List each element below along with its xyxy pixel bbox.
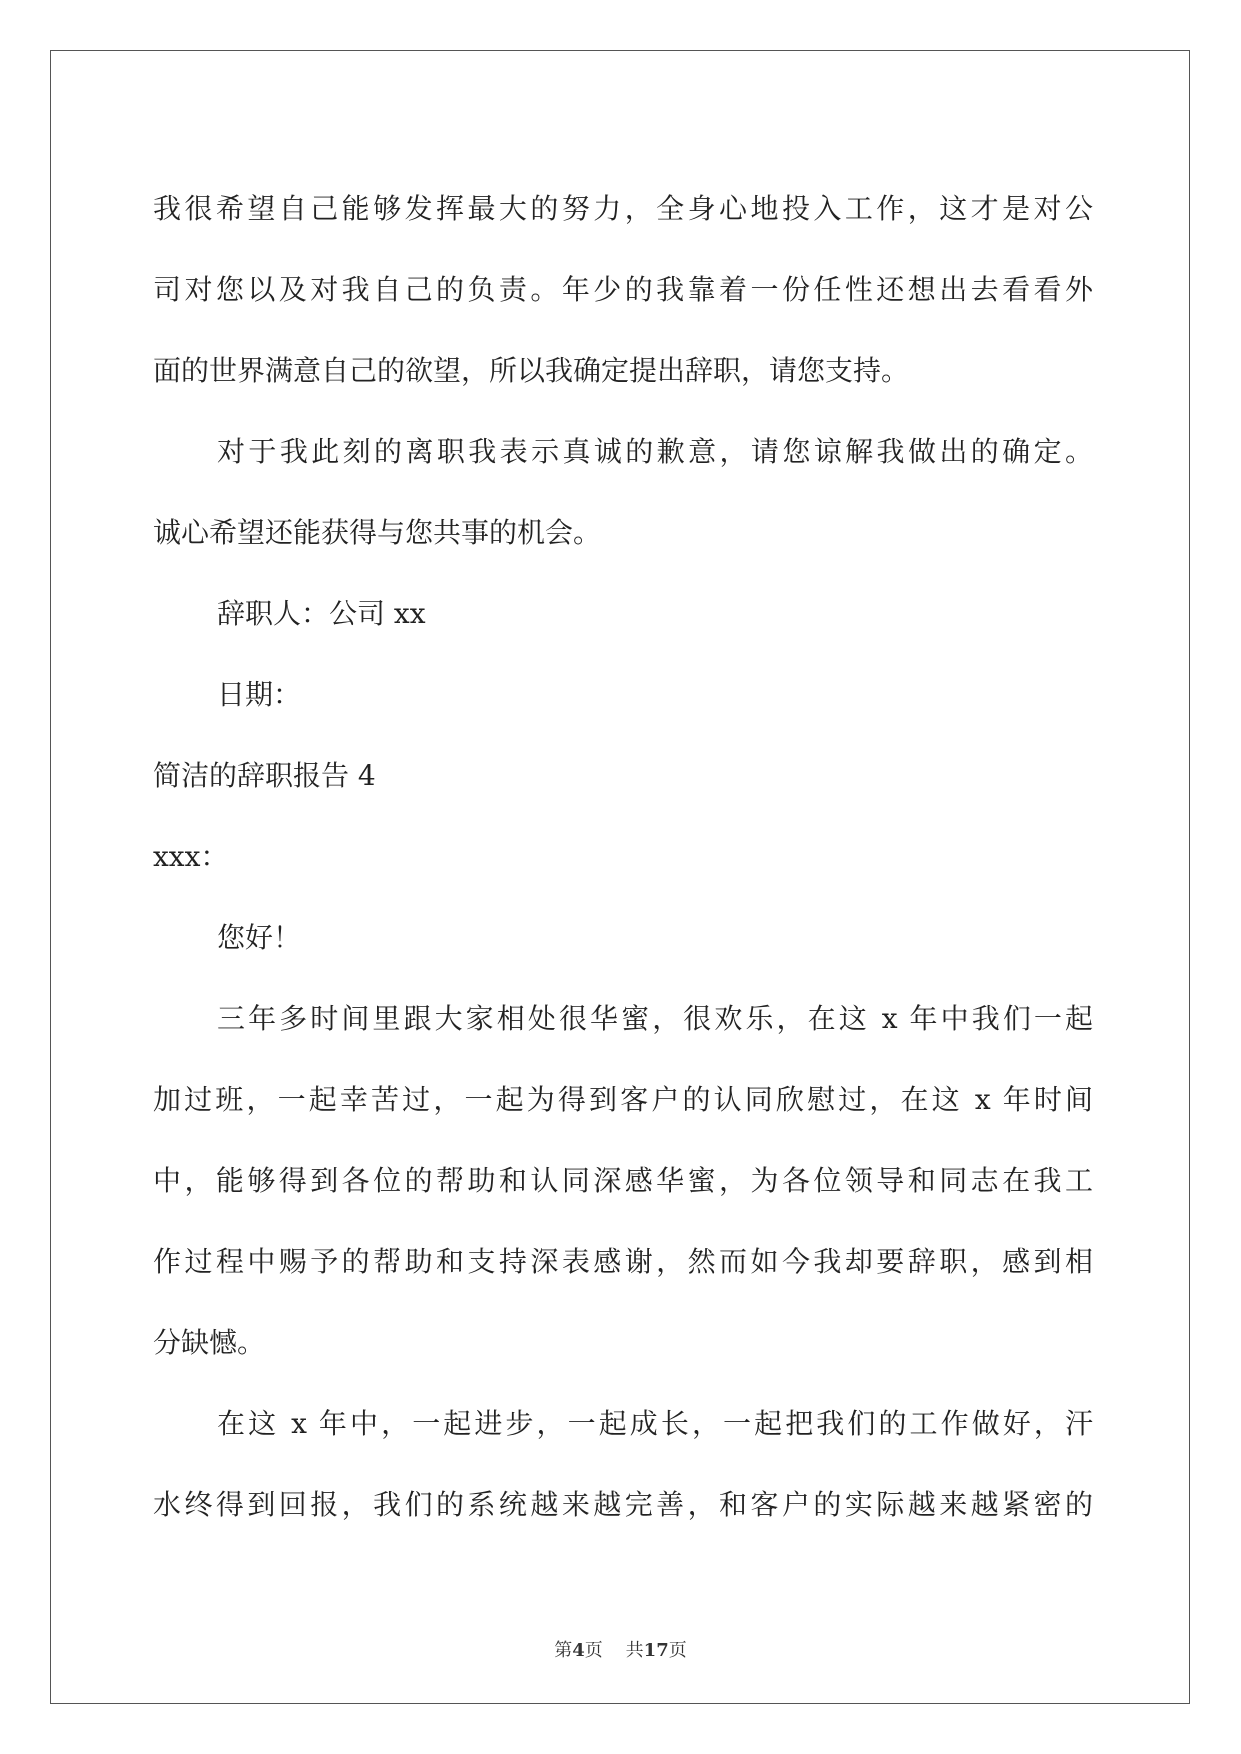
footer-prefix: 第	[554, 1640, 573, 1661]
text-line: xxx：	[153, 840, 229, 873]
text-line: 日期：	[217, 678, 302, 711]
document-body	[153, 168, 1093, 1545]
text-line: 您好！	[217, 921, 302, 954]
footer-total-suffix: 页	[668, 1640, 687, 1661]
text-line: 诚心希望还能获得与您共事的机会。	[153, 516, 602, 549]
text-line: 辞职人：公司 xx	[217, 597, 426, 630]
footer-page-suffix: 页	[584, 1640, 603, 1661]
page-footer	[0, 1636, 1241, 1662]
footer-total-prefix: 共	[625, 1640, 644, 1661]
text-line: 简洁的辞职报告 4	[153, 759, 376, 792]
text-line: 水终得到回报，我们的系统越来越完善，和客户的实际越来越紧密的	[153, 1488, 1093, 1521]
text-line: 加过班，一起幸苦过，一起为得到客户的认同欣慰过，在这 x 年时间	[153, 1083, 1093, 1116]
text-line: 三年多时间里跟大家相处很华蜜，很欢乐，在这 x 年中我们一起	[217, 1002, 1093, 1035]
text-line: 司对您以及对我自己的负责。年少的我靠着一份任性还想出去看看外	[153, 273, 1093, 306]
text-line: 在这 x 年中，一起进步，一起成长，一起把我们的工作做好，汗	[217, 1407, 1093, 1440]
text-line: 中，能够得到各位的帮助和认同深感华蜜，为各位领导和同志在我工	[153, 1164, 1093, 1197]
text-line: 分缺憾。	[153, 1326, 266, 1359]
text-line: 对于我此刻的离职我表示真诚的歉意，请您谅解我做出的确定。	[217, 435, 1093, 468]
footer-page-number: 4	[572, 1640, 585, 1661]
text-line: 作过程中赐予的帮助和支持深表感谢，然而如今我却要辞职，感到相	[153, 1245, 1093, 1278]
footer-total-pages: 17	[643, 1640, 669, 1661]
text-line: 我很希望自己能够发挥最大的努力，全身心地投入工作，这才是对公	[153, 192, 1093, 225]
text-line: 面的世界满意自己的欲望，所以我确定提出辞职，请您支持。	[153, 354, 910, 387]
